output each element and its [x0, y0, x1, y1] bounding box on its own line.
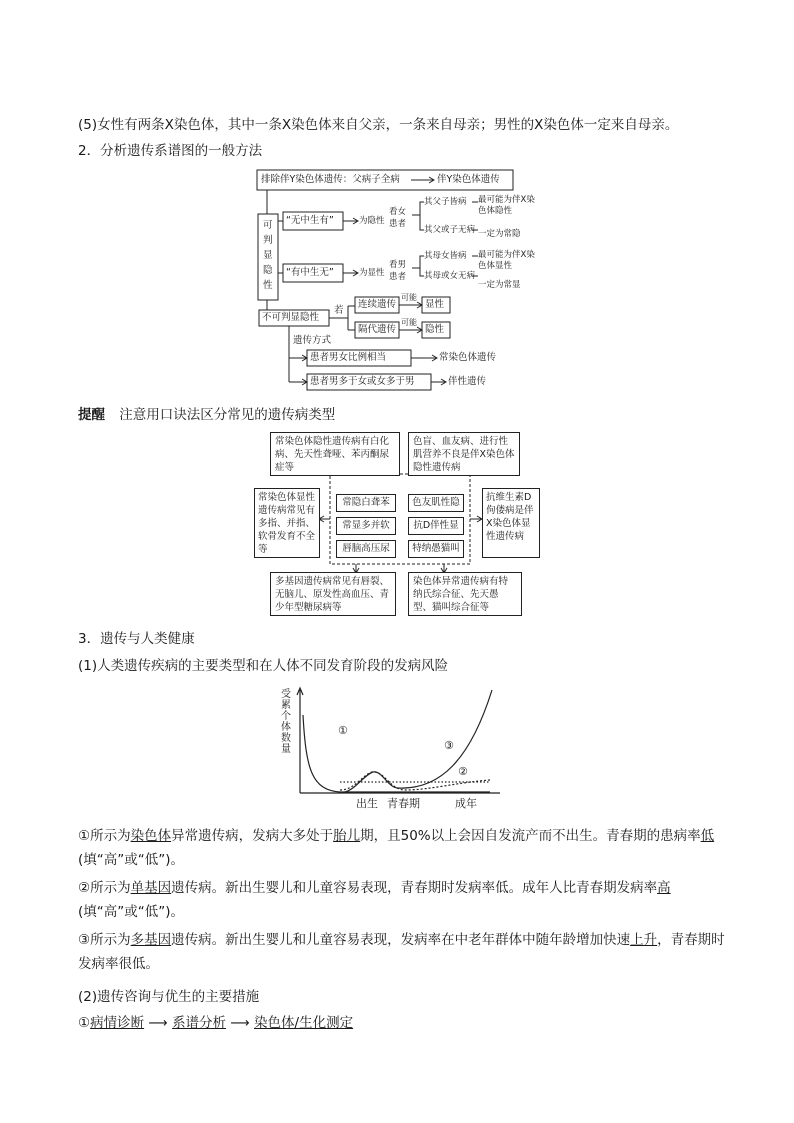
answer-fetal: 胎儿	[333, 828, 361, 844]
graph-label-2: ②	[458, 765, 468, 778]
mnemonic-c6: 特纳愚猫叫	[408, 540, 464, 558]
flow-unequal: 患者男多于女或女多于男	[310, 376, 415, 387]
flow-skip: 隔代遗传	[358, 324, 397, 335]
mnemonic-c5: 唇脑高压尿	[336, 540, 396, 558]
flow-continuous: 连续遗传	[358, 299, 397, 310]
paragraph-5: (5)女性有两条X染色体，其中一条X染色体来自父亲，一条来自母亲；男性的X染色体一定来自母亲。	[78, 117, 679, 133]
subheading-1: (1)人类遗传疾病的主要类型和在人体不同发育阶段的发病风险	[78, 658, 449, 674]
explanation-3: ③所示为多基因遗传病。新出生婴儿和儿童容易表现，发病率在中老年群体中随年龄增加快速上升，青春期时发病率很低。	[78, 932, 725, 972]
flow-fs-no-result: 一定为常隐	[478, 229, 521, 239]
answer-low: 低	[700, 828, 715, 844]
flow-fs-no: 其父或子无病	[424, 225, 476, 235]
flow-cannot: 不可判显隐性	[262, 312, 320, 323]
flow-look-male: 看男患者	[389, 260, 407, 282]
mnemonic-c4: 抗D伴性显	[408, 517, 464, 535]
mnemonic-top-right: 色盲、血友病、进行性肌营养不良是伴X染色体隐性遗传病	[408, 432, 520, 476]
measure-diagnosis: 病情诊断	[90, 1015, 145, 1031]
answer-rise: 上升	[630, 932, 658, 948]
heading-2: 2．分析遗传系谱图的一般方法	[78, 143, 263, 159]
flow-autosomal: 常染色体遗传	[439, 352, 497, 363]
flow-wu-zhong: “无中生有”	[286, 215, 334, 226]
answer-single-gene: 单基因	[130, 880, 172, 896]
flow-fs-both: 其父子皆病	[424, 197, 467, 207]
measures-line: ①病情诊断 ⟶ 系谱分析 ⟶ 染色体/生化测定	[78, 1015, 354, 1031]
flow-dominant: 显性	[425, 299, 445, 310]
flow-equal: 患者男女比例相当	[310, 352, 387, 363]
flow-md-both: 其母女皆病	[424, 251, 467, 261]
flow-md-result: 最可能为伴X染色体显性	[478, 250, 535, 271]
graph-x-birth: 出生	[356, 797, 378, 810]
flow-can-judge: 可判显隐性	[263, 220, 273, 291]
measure-pedigree: 系谱分析	[172, 1015, 227, 1031]
curve-3	[345, 690, 492, 792]
measure-chromosome: 染色体/生化测定	[254, 1015, 354, 1031]
mnemonic-c1: 常隐白聋苯	[336, 494, 396, 512]
mnemonic-top-left: 常染色体隐性遗传病有白化病、先天性聋哑、苯丙酮尿症等	[270, 432, 400, 476]
explanation-2: ②所示为单基因遗传病。新出生婴儿和儿童容易表现，青春期时发病率低。成年人比青春期发病率高(填“高”或“低”)。	[78, 880, 671, 920]
graph-x-adult: 成年	[455, 797, 477, 810]
mnemonic-left: 常染色体显性遗传病常见有多指、并指、软骨发育不全等	[254, 488, 320, 558]
arrow-icon: ⟶	[230, 1015, 250, 1031]
mnemonic-bottom-left: 多基因遗传病常见有唇裂、无脑儿、原发性高血压、青少年型糖尿病等	[270, 572, 396, 616]
flow-to-dominant: 为显性	[359, 268, 385, 278]
subheading-2: (2)遗传咨询与优生的主要措施	[78, 989, 260, 1005]
curve-1	[303, 715, 490, 792]
flow-possible-2: 可能	[401, 318, 417, 327]
heading-3: 3．遗传与人类健康	[78, 631, 195, 647]
flow-ruo: 若	[334, 305, 344, 316]
flow-possible-1: 可能	[401, 293, 417, 302]
flow-top-left: 排除伴Y染色体遗传：父病子全病	[261, 174, 400, 185]
flow-to-recessive: 为隐性	[359, 216, 385, 226]
flow-mode: 遗传方式	[293, 335, 332, 346]
tip-label: 提醒	[78, 407, 105, 423]
mnemonic-bottom-right: 染色体异常遗传病有特纳氏综合征、先天愚型、猫叫综合征等	[408, 572, 522, 616]
answer-polygenic: 多基因	[130, 932, 172, 948]
tip-text: 注意用口诀法区分常见的遗传病类型	[119, 407, 336, 423]
flow-look-female: 看女患者	[389, 207, 407, 229]
graph-label-3: ③	[444, 739, 454, 752]
mnemonic-right: 抗维生素D佝偻病是伴X染色体显性遗传病	[482, 488, 540, 558]
arrow-icon: ⟶	[148, 1015, 168, 1031]
explanation-1: ①所示为染色体异常遗传病，发病大多处于胎儿期，且50%以上会因自发流产而不出生。青春期的患病率低(填“高”或“低”)。	[78, 828, 715, 868]
flow-you-zhong: “有中生无”	[286, 267, 334, 278]
graph-ylabel: 受累个体数量	[281, 689, 291, 755]
flow-md-no: 其母或女无病	[424, 271, 476, 281]
flow-recessive: 隐性	[425, 324, 445, 335]
flow-sex-linked: 伴性遗传	[448, 376, 487, 387]
graph-label-1: ①	[338, 724, 348, 737]
mnemonic-c3: 常显多并软	[336, 517, 396, 535]
flow-top-right: 伴Y染色体遗传	[437, 174, 500, 185]
graph-x-puberty: 青春期	[387, 797, 420, 810]
answer-chromosome: 染色体	[130, 828, 172, 844]
flow-fs-result: 最可能为伴X染色体隐性	[478, 195, 535, 216]
answer-high: 高	[657, 880, 671, 896]
mnemonic-c2: 色友肌性隐	[408, 494, 464, 512]
flow-md-no-result: 一定为常显	[478, 280, 521, 290]
